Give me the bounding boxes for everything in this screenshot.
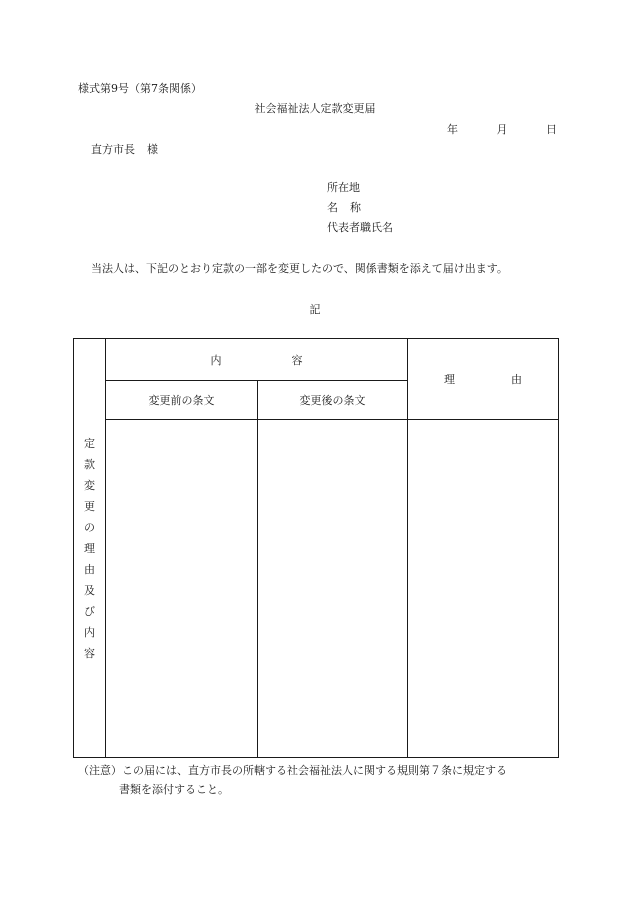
side-label-char: 款 xyxy=(84,457,95,471)
side-label-char: 内 xyxy=(84,625,95,639)
after-header: 変更後の条文 xyxy=(258,381,408,420)
side-label-char: 容 xyxy=(84,646,95,660)
side-label-char: 更 xyxy=(84,499,95,513)
addressee xyxy=(91,143,158,157)
before-header: 変更前の条文 xyxy=(106,381,258,420)
applicant-block xyxy=(327,181,393,241)
note-line-2: 書類を添付すること。 xyxy=(119,783,229,796)
reason-header xyxy=(408,339,559,420)
content-header xyxy=(106,339,408,381)
side-label-char: 及 xyxy=(84,583,95,597)
representative-label: 代表者職氏名 xyxy=(327,221,393,234)
date-month-label: 月 xyxy=(496,123,508,136)
note-text-1: この届には、直方市長の所轄する社会福祉法人に関する規則第７条に規定する xyxy=(122,764,507,777)
side-label xyxy=(74,433,105,664)
date-day-label: 日 xyxy=(546,123,557,136)
name-label-char-2: 称 xyxy=(350,201,361,214)
side-label-char: び xyxy=(84,604,95,618)
note-line-1 xyxy=(78,764,507,778)
after-text-cell[interactable] xyxy=(258,420,408,758)
addressee-honorific: 様 xyxy=(147,143,158,156)
content-header-char-2: 容 xyxy=(291,353,303,367)
statement-text: 当法人は、下記のとおり定款の一部を変更したので、関係書類を添えて届け出ます。 xyxy=(91,262,508,275)
date-line xyxy=(447,123,557,137)
side-label-char: 由 xyxy=(84,562,95,576)
note-label: （注意） xyxy=(78,764,122,777)
date-year-label: 年 xyxy=(447,123,458,136)
ki-heading: 記 xyxy=(309,303,321,316)
form-number: 様式第9号（第7条関係） xyxy=(78,82,202,95)
reason-text-cell[interactable] xyxy=(408,420,559,758)
change-table xyxy=(73,338,559,758)
address-label: 所在地 xyxy=(327,181,360,194)
name-label-char-1: 名 xyxy=(327,201,338,214)
side-label-char: の xyxy=(84,520,95,534)
corporation-name-label xyxy=(327,201,393,221)
before-text-cell[interactable] xyxy=(106,420,258,758)
side-label-char: 理 xyxy=(84,541,95,555)
side-label-char: 変 xyxy=(84,478,95,492)
side-label-cell xyxy=(74,339,106,758)
reason-header-char-2: 由 xyxy=(511,373,522,386)
document-title: 社会福祉法人定款変更届 xyxy=(254,102,376,115)
reason-header-char-1: 理 xyxy=(444,373,455,386)
content-header-char-1: 内 xyxy=(210,353,222,367)
side-label-char: 定 xyxy=(84,436,95,450)
addressee-name: 直方市長 xyxy=(91,143,135,156)
